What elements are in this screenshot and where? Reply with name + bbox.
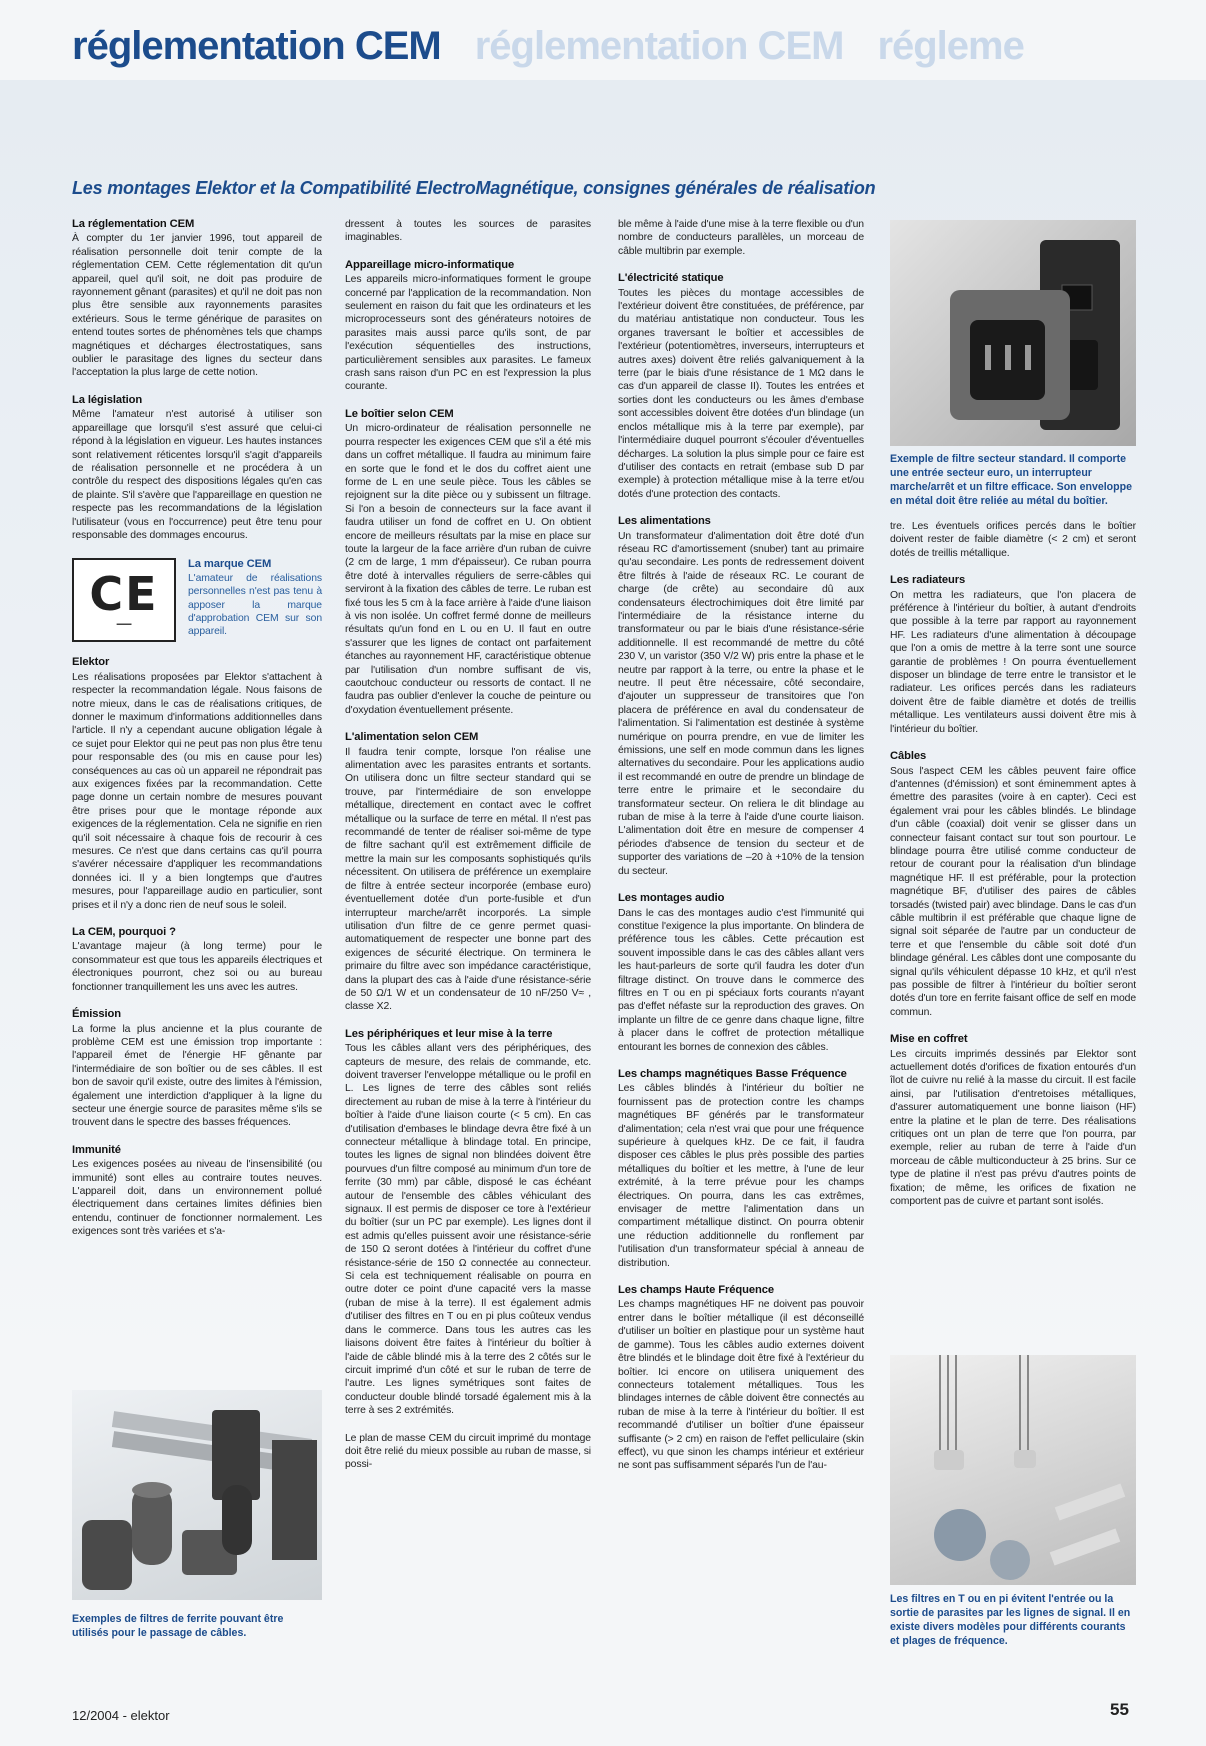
section-text: L'avantage majeur (à long terme) pour le consommateur est que tous les appareils électriques et électroniques pourront, chez soi ou au bureau fonctionner tranquillement les uns avec les autres. (72, 941, 322, 993)
section-heading: Mise en coffret (890, 1033, 968, 1046)
section-text: Les circuits imprimés dessinés par Elektor sont actuellement dotés d'orifices de fixation entourés d'un îlot de cuivre nu relié à la masse du circuit. Il est facile ainsi, par l'utilisation d'entretoises métalliques, d'assurer automatiquement une bonne liaison (HF) entre la platine et le plan de terre. Des réalisations critiques ont un plan de terre que l'on pourra, par exemple, relier au ruban de terre à l'aide d'un morceau de câble multiconducteur à 25 brins. Sur ce type de platine il n'est pas prévu d'autres points de fixation; de même, les orifices de fixation ne comportent pas de cuivre et partant sont isolés. (890, 1048, 1136, 1208)
ce-mark-icon: CE (89, 566, 159, 621)
ce-mark-note (188, 558, 322, 642)
section-heading: La CEM, pourquoi ? (72, 926, 176, 939)
ce-mark-title: La marque CEM (188, 558, 272, 571)
section-text: Le plan de masse CEM du circuit imprimé du montage doit être relié du mieux possible au ruban de masse, si possi- (345, 1432, 591, 1471)
section-heading: Les alimentations (618, 515, 711, 528)
section-heading: L'électricité statique (618, 272, 724, 285)
section-text: Tous les câbles allant vers des périphériques, des capteurs de mesure, des relais de commande, etc. doivent traverser l'enveloppe métallique ou le profil en L. Les lignes de terre des câbles sont reliés directement au ruban de mise à la terre à l'intérieur du boîtier à l'aide d'une liaison courte (< 5 cm). En cas d'utilisation d'embases le blindage devra être fixé à un connecteur métallique à blindage total. En principe, toutes les lignes de signal non blindées doivent être pourvues d'un filtre composé au minimum d'un tore de ferrite (30 mm) par câble, disposé le cas échéant autour de l'ensemble des câbles véhiculant des signaux. Il est permis de disposer ce tore à l'extérieur du boîtier (sur un PC par exemple). Les lignes dont il est admis qu'elles puissent avoir une résistance-série de 150 Ω seront dotées à l'intérieur du coffret d'une résistance-série de 150 Ω connectée au connecteur. Si cela est techniquement réalisable on pourra en outre doter ce point d'une capacité vers la masse (ruban de mise à la terre). Il est également admis d'utiliser des filtres en T ou en pi plus coûteux vendus dans le commerce. Dans tous les autres cas les liaisons doivent être faites à l'intérieur du boîtier à l'aide de câble blindé mis à la terre des 2 côtés sur le circuit imprimé d'un côté et sur le ruban de terre de l'autre. Les lignes symétriques sont faites de conducteur double blindé torsadé également mis à la terre à ses 2 extrémités. (345, 1043, 591, 1417)
section-text: dressent à toutes les sources de parasites imaginables. (345, 219, 591, 244)
page-number: 55 (1110, 1700, 1129, 1719)
mains-filter-illustration (890, 220, 1136, 446)
section-heading: La réglementation CEM (72, 218, 195, 230)
section-heading: Le boîtier selon CEM (345, 407, 454, 420)
ce-logo-code: ▬▬▬ (116, 620, 132, 627)
section-text: ble même à l'aide d'une mise à la terre flexible ou d'un nombre de conducteurs parallèles, un morceau de câble multibrin par exemple. (618, 219, 864, 257)
ce-mark-text: L'amateur de réalisations personnelles n'est pas tenu à apposer la marque d'approbation CEM sur son appareil. (188, 572, 322, 638)
signal-filters-illustration (890, 1355, 1136, 1585)
signal-filters-caption: Les filtres en T ou en pi évitent l'entrée ou la sortie de parasites par les lignes de signal. Il en existe divers modèles pour différents courants et plages de fréquence. (890, 1593, 1131, 1647)
section-text: Les appareils micro-informatiques forment le groupe concerné par l'application de la recommandation. Non seulement en raison du fait que les ordinateurs et les microprocesseurs sont des générateurs notoires de parasites mais aussi parce qu'ils sont, de par l'exécution séquentielles des instructions, particulièrement sensibles aux parasites. Le fameux crash sans raison d'un PC en est l'expression la plus courante. (345, 274, 591, 393)
section-text: Les câbles blindés à l'intérieur du boîtier ne fournissent pas de protection contre les champs magnétiques BF générés par le transformateur d'alimentation; cela n'est vrai que pour une fréquence supérieure à quelques kHz. De ce fait, il faudra disposer ces câbles le plus près possible des parties métalliques du boîtier et les mettre, à l'une de leur extrémité, à la terre prévue pour les champs électriques. On pourra, dans les cas extrêmes, envisager de mettre l'alimentation dans un compartiment métallique distinct. On pourra obtenir une réduction additionnelle du ronflement par l'utilisation d'un transformateur spécial à anneau de distribution. (618, 1083, 864, 1269)
section-heading: Immunité (72, 1143, 121, 1156)
ce-mark-box (72, 558, 322, 642)
section-heading: Émission (72, 1008, 121, 1021)
ferrite-photo-caption: Exemples de filtres de ferrite pouvant être utilisés pour le passage de câbles. (72, 1613, 284, 1639)
section-text: Un transformateur d'alimentation doit être doté d'un réseau RC d'amortissement (snuber) tant au primaire qu'au secondaire. Les ponts de redressement doivent être filtrés à l'aide de réseaux RC. Le courant de charge (de crête) au secondaire dû aux condensateurs électrochimiques doit être limité par l'intermédiaire de la résistance interne du transformateur ou par le biais d'une résistance-série additionnelle. Il est recommandé de mettre du côté 230 V, un varistor (350 V/2 W) pris entre la phase et le neutre par rapport à la terre, ou entre la phase et le neutre. Il peut être nécessaire, côté secondaire, d'ajouter un suppresseur de transitoires que l'on placera de préférence en aval du condensateur de l'alimentation. Si l'alimentation est destinée à système numérique on pourra prendre, en vue de limiter les émissions, une self en mode commun dans les lignes alternatives du secondaire. Pour les applications audio il est recommandé en outre de prendre un blindage de terre entre le primaire et le secondaire du transformateur secteur. On reliera le dit blindage au ruban de mise à la terre à l'aide d'une courte liaison. L'alimentation doit être en mesure de compenser 4 périodes d'absence de tension du secteur et de supporter des variations de –20 à +10% de la tension du secteur. (618, 530, 864, 877)
section-text: tre. Les éventuels orifices percés dans le boîtier doivent rester de faible diamètre (< 2 cm) et seront dotés de treillis métallique. (890, 521, 1136, 559)
column-1 (72, 218, 322, 1239)
signal-filters-photo (890, 1355, 1136, 1585)
section-text: Les réalisations proposées par Elektor s'attachent à respecter la recommandation légale. Nous faisons de notre mieux, dans le cas de réalisations critiques, de donner le maximum d'informations additionnelles dans l'article. Il n'y a cependant aucune obligation légale à ce sujet pour Elektor qui ne peut pas non plus être tenu pour responsable des (ou mis en cause pour les) conséquences au cas où un appareil ne répondrait pas aux exigences fixées par la recommandation. Cette page donne un certain nombre de mesures pouvant être prises pour que le montage réponde aux exigences de la réglementation. Cela ne signifie en rien qu'il soit nécessaire à chaque fois de recourir à ces mesures. Ce n'est que dans certains cas qu'il pourra s'avérer nécessaire d'appliquer les recommandations données ici. Il y a bien longtemps que d'autres mesures, pour l'appareillage audio en particulier, sont prises et il n'y a donc rien de neuf sous le soleil. (72, 671, 322, 911)
article-subtitle: Les montages Elektor et la Compatibilité ElectroMagnétique, consignes générales de réalisation (72, 178, 876, 198)
section-heading: Les montages audio (618, 892, 725, 905)
ferrite-illustration (72, 1390, 322, 1600)
section-heading: Elektor (72, 656, 110, 669)
section-heading: Les champs Haute Fréquence (618, 1284, 774, 1297)
column-4 (890, 520, 1136, 1209)
section-text: Sous l'aspect CEM les câbles peuvent faire office d'antennes (d'émission) et sont éminemment aptes à émettre des parasites (voire à en capter). Ceci est également vrai pour les câbles blindés. Le blindage d'un câble (coaxial) doit venir se glisser dans un connecteur faisant contact sur tout son pourtour. Le blindage pourra être utilisé comme conducteur de retour de courant pour la réalisation d'un blindage magnétique HF. Il est préférable, pour la protection magnétique BF, d'utiliser des paires de câbles torsadés (twisted pair) avec blindage. Dans le cas d'un câble multibrin il est préférable que chaque ligne de signal soit séparée de l'autre par un conducteur de terre et que l'ensemble du câble soit doté d'un blindage général. Les câbles dont une composante du signal qu'ils véhiculent dépasse 10 kHz, et qu'il n'est pas possible de filtrer à l'intérieur du boîtier seront dotés d'un tore en ferrite faisant office de self en mode commun. (890, 765, 1136, 1018)
section-heading: Les périphériques et leur mise à la terre (345, 1027, 553, 1040)
header-title: réglementation CEM (72, 24, 441, 68)
column-2 (345, 218, 591, 1472)
header-ghost-2: régleme (877, 24, 1024, 68)
section-text: Toutes les pièces du montage accessibles de l'extérieur doivent être constituées, de préférence, par du matériau antistatique non conducteur. Tous les organes traversant le boîtier et accessibles de l'extérieur (potentiomètres, inverseurs, interrupteurs et autres axes) doivent être reliés galvaniquement à la terre (par le biais d'une résistance de 1 MΩ dans le cas d'un appareil de classe II). Toutes les entrées et sorties dont les conducteurs ou les âmes d'embase sont accessibles doivent être dotées d'un blindage (un enclos métallique mis à la terre par exemple), par l'intermédiaire duquel pourront s'écouler d'éventuelles décharges. La solution la plus simple pour ce faire est d'utiliser des contacts en retrait (embase sub D par exemple) à protection métallique mise à la terre et/ou dotés d'une protection des contacts. (618, 287, 864, 500)
section-heading: Les champs magnétiques Basse Fréquence (618, 1067, 847, 1080)
section-heading: L'alimentation selon CEM (345, 731, 479, 744)
ferrite-filters-photo (72, 1390, 322, 1600)
section-text: Dans le cas des montages audio c'est l'immunité qui constitue l'exigence la plus importante. On blindera de préférence tous les câbles. Cette précaution est souvent impossible dans le cas des câbles allant vers les haut-parleurs de sorte qu'il faudra les doter d'un filtrage distinct. On trouve dans le commerce des filtres en T ou en pi spéciaux forts courants n'ayant pas d'effet néfaste sur la reproduction des graves. On implante un filtre de ce genre dans chaque ligne, filtre à placer dans le coffret de protection métallique entourant les bornes de connexion des câbles. (618, 907, 864, 1053)
section-text: Les champs magnétiques HF ne doivent pas pouvoir entrer dans le boîtier métallique (il est déconseillé d'utiliser un boîtier en plastique pour un système haut de gamme). Tous les câbles audio externes doivent être blindés et le blindage doit être fixé à l'extérieur du boîtier. Ici encore on utilisera uniquement des connecteurs totalement métalliques. Tous les blindages internes de câble doivent être connectés au ruban de mise à la terre à l'intérieur du boîtier. Il est recommandé d'utiliser un boîtier d'une épaisseur suffisante (> 2 cm) en raison de l'effet pelliculaire (skin effect), vu que sinon les champs intérieur et extérieur ne sont pas suffisamment séparés l'un de l'au- (618, 1299, 864, 1472)
running-header (72, 24, 1192, 69)
section-heading: Les radiateurs (890, 574, 966, 587)
section-text: À compter du 1er janvier 1996, tout appareil de réalisation personnelle doit tenir compte de la réglementation CEM. Cette réglementation dit qu'un appareil, quel qu'il soit, ne doit pas produire de rayonnement gênant (parasites) et qu'il ne doit pas non plus être sensible aux rayonnements parasites extérieurs. Sous le terme générique de parasites on entend toutes sortes de phénomènes tels que champs magnétiques et décharges électrostatiques, sans oublier le parasitage des lignes du secteur dans l'acceptation la plus large de cette notion. (72, 233, 322, 379)
mains-filter-caption: Exemple de filtre secteur standard. Il comporte une entrée secteur euro, un interrupteur marche/arrêt et un filtre efficace. Son enveloppe en métal doit être reliée au métal du boîtier. (890, 453, 1132, 507)
ce-logo (72, 558, 176, 642)
section-text: On mettra les radiateurs, que l'on placera de préférence à l'intérieur du boîtier, à autant d'endroits que possible à la terre par rapport au rayonnement HF. Les radiateurs d'une alimentation à découpage que l'on a omis de mettre à la terre sont une source garantie de problèmes ! On pourra éventuellement disposer un blindage de terre entre le transistor et le radiateur. Les orifices percés dans les radiateurs doivent être de faible diamètre et dotés de treillis métallique. Les ventilateurs aussi doivent être mis à l'intérieur du boîtier. (890, 589, 1136, 735)
section-heading: Câbles (890, 750, 927, 763)
section-text: La forme la plus ancienne et la plus courante de problème CEM est une émission trop importante : l'appareil émet de l'énergie HF gênante par l'intermédiaire de son boîtier ou de ses câbles. Il est bon de savoir qu'il existe, outre des limites à l'émission, également une interdiction d'appliquer à la ligne du secteur une énergie source de parasites même s'ils se trouvent dans le spectre des basses fréquences. (72, 1023, 322, 1129)
section-heading: Appareillage micro-informatique (345, 258, 515, 271)
section-text: Même l'amateur n'est autorisé à utiliser son appareillage que lorsqu'il s'est assuré que celui-ci répond à la législation en vigueur. Les hautes instances sont relativement réticentes lorsqu'il s'agit d'appareils de réalisation personnelle et ne procédera à un contrôle du respect des dispositions légales qu'en cas de plainte. S'il s'avère que l'appareillage en question ne respecte pas les recommandations de la législation l'utilisateur (vous en l'occurrence) peut être tenu pour responsable des dommages encourus. (72, 409, 322, 541)
section-text: Les exigences posées au niveau de l'insensibilité (ou immunité) sont elles au contraire toutes neuves. L'appareil doit, dans un environnement pollué électriquement dans certaines limites définies bien entendu, continuer de fonctionner normalement. Les exigences sont très variées et s'a- (72, 1159, 322, 1238)
mains-filter-photo (890, 220, 1136, 446)
footer-issue: 12/2004 - elektor (72, 1708, 170, 1723)
section-text: Un micro-ordinateur de réalisation personnelle ne pourra respecter les exigences CEM que s'il a été mis dans un coffret métallique. Il faudra au minimum faire en sorte que le fond et le dos du coffret aient une forme de L en une seule pièce. Tous les câbles se rejoignent sur la dite pièce ou y subissent un filtrage. Si l'on a besoin de connecteurs sur la face avant il faudra utiliser un fond de coffret en U. On obtient encore de meilleurs résultats par la mise en place sur toute la largeur de la face arrière d'un ruban de cuivre (2 cm de large, 1 mm d'épaisseur). Ce ruban pourra être doté à intervalles réguliers de serre-câbles qui serviront à la fixation des câbles de terre. Le ruban est fixé tous les 5 cm à la face arrière à l'aide d'une liaison à vis non isolée. Un coffret fermé donne de meilleurs résultats qu'un fond en L ou en U. Il faut en outre s'assurer que les lignes de contact ont parfaitement étanches au rayonnement HF, caractéristique obtenue par l'utilisation d'un nombre suffisant de vis, caoutchouc conducteur ou ressorts de contact. Il ne faudra pas oublier d'enlever la couche de peinture ou d'oxydation éventuellement présente. (345, 423, 591, 716)
column-3 (618, 218, 864, 1473)
section-heading: La législation (72, 393, 143, 406)
section-text: Il faudra tenir compte, lorsque l'on réalise une alimentation avec les parasites entrants et sortants. On utilisera donc un filtre secteur standard qui se trouve, par l'intermédiaire de son enveloppe métallique, directement en contact avec le coffret métallique ou la surface de terre en métal. Il n'est pas recommandé de tenter de réaliser soi-même de type de filtre sachant qu'il est extrêmement difficile de mettre la main sur les composants sophistiqués qu'ils nécessitent. On utilisera de préférence un exemplaire de filtre à entrée secteur incorporée (embase euro) éventuellement dotée d'un porte-fusible et d'un interrupteur marche/arrêt incorporés. La simple utilisation d'un filtre de ce genre permet quasi-automatiquement de respecter une bonne part des exigences de sécurité électrique. On terminera le primaire du filtre avec son impédance caractéristique, dans la plupart des cas à l'aide d'une résistance-série de 50 Ω/1 W et un condensateur de 10 nF/250 V≈ , classe X2. (345, 746, 591, 1013)
header-ghost-1: réglementation CEM (474, 24, 844, 68)
